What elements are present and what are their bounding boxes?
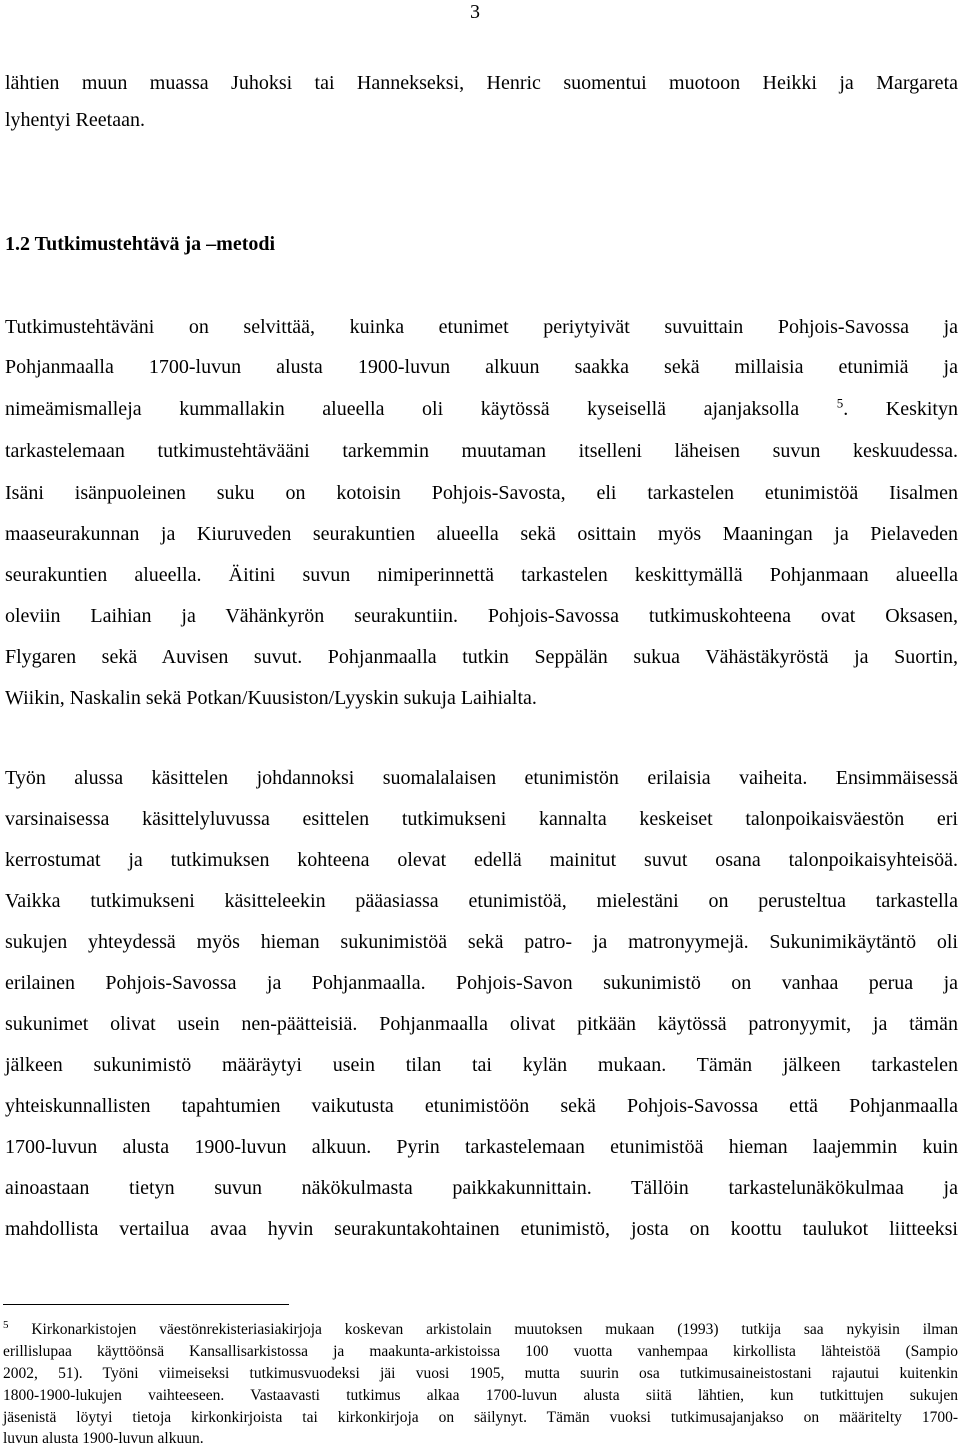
footnote-line: luvun alusta 1900-luvun alkuun.	[3, 1430, 204, 1447]
footnote-divider	[3, 1304, 289, 1305]
footnote-number: 5	[3, 1318, 9, 1331]
text-line	[5, 396, 958, 422]
text-fragment: . Keskityn	[843, 398, 958, 420]
footnote-line: 2002, 51). Työni viimeiseksi tutkimusvuodeksi jäi vuosi 1905, mutta suurin osa tutkimusaineistostani rajautui kuitenkin	[3, 1365, 958, 1382]
text-fragment: nimeämismalleja kummallakin alueella oli käytössä kyseisellä ajanjaksolla	[5, 398, 837, 420]
text-line: sukujen yhteydessä myös hieman sukunimistöä sekä patro- ja matronyymejä. Sukunimikäytäntö oli	[5, 931, 958, 953]
text-line: Flygaren sekä Auvisen suvut. Pohjanmaalla tutkin Seppälän sukua Vähästäkyröstä ja Suortin,	[5, 646, 958, 668]
text-line: Vaikka tutkimukseni käsitteleekin pääasiassa etunimistöä, mielestäni on perusteltua tarkastella	[5, 890, 958, 912]
text-line: erilainen Pohjois-Savossa ja Pohjanmaalla. Pohjois-Savon sukunimistö on vanhaa perua ja	[5, 972, 958, 994]
section-heading: 1.2 Tutkimustehtävä ja –metodi	[5, 233, 276, 255]
footnote-line	[3, 1320, 958, 1340]
text-line: ainoastaan tietyn suvun näkökulmasta paikkakunnittain. Tällöin tarkastelunäkökulmaa ja	[5, 1177, 958, 1199]
text-line: oleviin Laihian ja Vähänkyrön seurakuntiin. Pohjois-Savossa tutkimuskohteena ovat Oksasen,	[5, 605, 958, 627]
text-line: lähtien muun muassa Juhoksi tai Hannekseksi, Henric suomentui muotoon Heikki ja Margareta	[5, 72, 958, 94]
text-line: Wiikin, Naskalin sekä Potkan/Kuusiston/Lyyskin sukuja Laihialta.	[5, 687, 537, 709]
footnote-line: jäsenistä löytyi tietoja kirkonkirjoista tai kirkonkirjoja on säilynyt. Tämän vuoksi tutkimusajanjakso on määritelty 1700-	[3, 1409, 958, 1426]
page-number: 3	[470, 1, 480, 23]
text-line: Tutkimustehtäväni on selvittää, kuinka etunimet periytyivät suvuittain Pohjois-Savossa ja	[5, 316, 958, 338]
text-line: kerrostumat ja tutkimuksen kohteena olevat edellä mainitut suvut osana talonpoikaisyhteisöä.	[5, 849, 958, 871]
text-fragment: Kirkonarkistojen väestönrekisteriasiakirjoja koskevan arkistolain muutoksen mukaan (1993) tutkija saa nykyisin ilman	[8, 1321, 958, 1338]
text-line: mahdollista vertailua avaa hyvin seurakuntakohtainen etunimistö, josta on koottu taulukot liitteeksi	[5, 1218, 958, 1240]
text-line: yhteiskunnallisten tapahtumien vaikutusta etunimistöön sekä Pohjois-Savossa että Pohjanmaalla	[5, 1095, 958, 1117]
text-line: tarkastelemaan tutkimustehtävääni tarkemmin muutaman itselleni läheisen suvun keskuudessa.	[5, 440, 958, 462]
footnote-line: erillislupaa käyttöönsä Kansallisarkistossa ja maakunta-arkistoissa 100 vuotta vanhempaa kirkollista lähteistöä (Sampio	[3, 1343, 958, 1360]
footnote-line: 1800-1900-lukujen vaihteeseen. Vastaavasti tutkimus alkaa 1700-luvun alusta siitä lähtien, kun tutkittujen sukujen	[3, 1387, 958, 1404]
footnote-reference: 5	[836, 395, 844, 411]
text-line: lyhentyi Reetaan.	[5, 109, 145, 131]
text-line: varsinaisessa käsittelyluvussa esittelen tutkimukseni kannalta keskeiset talonpoikaisväestön eri	[5, 808, 958, 830]
text-line: 1700-luvun alusta 1900-luvun alkuun. Pyrin tarkastelemaan etunimistöä hieman laajemmin kuin	[5, 1136, 958, 1158]
text-line: Pohjanmaalla 1700-luvun alusta 1900-luvun alkuun saakka sekä millaisia etunimiä ja	[5, 356, 958, 378]
text-line: sukunimet olivat usein nen-päätteisiä. Pohjanmaalla olivat pitkään käytössä patronyymit, ja tämän	[5, 1013, 958, 1035]
text-line: jälkeen sukunimistö määräytyi usein tilan tai kylän mukaan. Tämän jälkeen tarkastelen	[5, 1054, 958, 1076]
text-line: Isäni isänpuoleinen suku on kotoisin Pohjois-Savosta, eli tarkastelen etunimistöä Iisalmen	[5, 482, 958, 504]
text-line: maaseurakunnan ja Kiuruveden seurakuntien alueella sekä osittain myös Maaningan ja Pielaveden	[5, 523, 958, 545]
text-line: seurakuntien alueella. Äitini suvun nimiperinnettä tarkastelen keskittymällä Pohjanmaan alueella	[5, 564, 958, 586]
text-line: Työn alussa käsittelen johdannoksi suomalalaisen etunimistön erilaisia vaiheita. Ensimmäisessä	[5, 767, 958, 789]
